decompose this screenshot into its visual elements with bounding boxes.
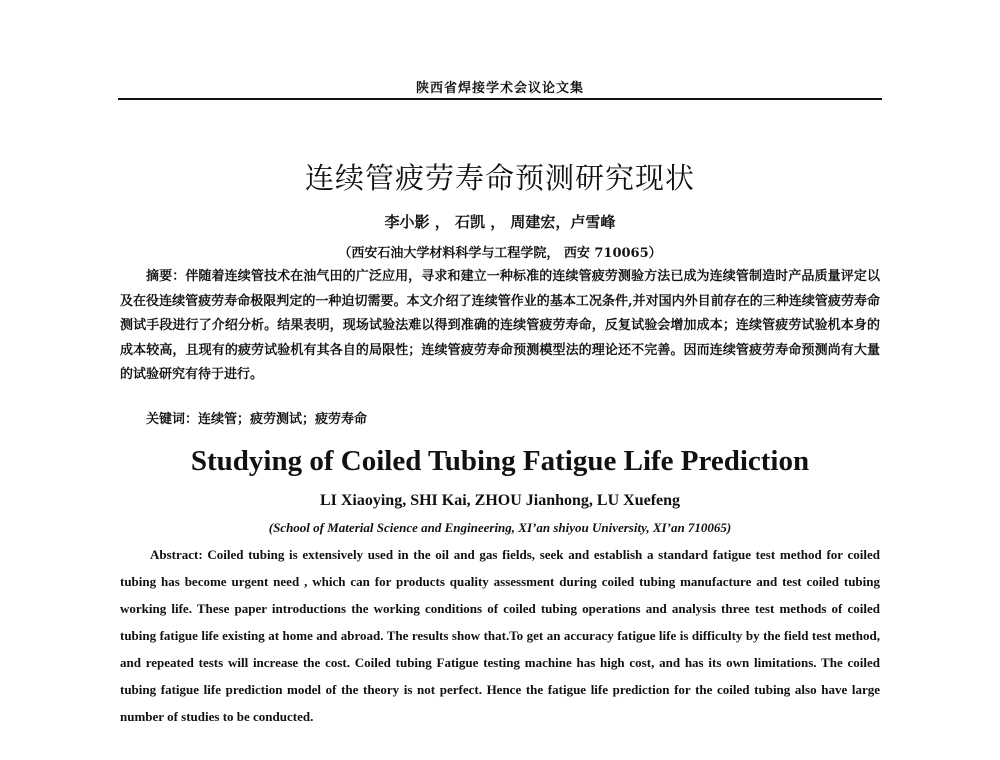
chinese-abstract-text: 伴随着连续管技术在油气田的广泛应用，寻求和建立一种标准的连续管疲劳测验方法已成为连续管制造时产品质量评定以及在役连续管疲劳寿命极限判定的一种迫切需要。本文介绍了连续管作业的基本工况条件,并对国内外目前存在的三种连续管疲劳寿命测试手段进行了介绍分析。结果表明，现场试验法难以得到准确的连续管疲劳寿命，反复试验会增加成本；连续管疲劳试验机本身的成本较高，且现有的疲劳试验机有其各自的局限性；连续管疲劳寿命预测模型法的理论还不完善。因而连续管疲劳寿命预测尚有大量的试验研究有待于进行。 — [120, 269, 880, 382]
chinese-keywords-label: 关键词： — [146, 412, 199, 427]
chinese-abstract — [120, 265, 880, 388]
english-affiliation: (School of Material Science and Engineering, XI’an shiyou University, XI’an 710065) — [268, 520, 732, 535]
chinese-title: 连续管疲劳寿命预测研究现状 — [304, 161, 695, 195]
english-abstract-label: Abstract: — [150, 547, 203, 562]
chinese-keywords-text: 连续管；疲劳测试；疲劳寿命 — [198, 412, 368, 427]
english-abstract-text: Coiled tubing is extensively used in the oil and gas fields, seek and establish a standard fatigue test method for coiled tubing has become urgent need , which can for products quality assessment during coiled tubing manufacture and test coiled tubing working life. These paper introductions the working conditions of coiled tubing operations and analysis three test methods of coiled tubing fatigue life existing at home and abroad. The results show that.To get an accuracy fatigue life is difficulty by the field test method, and repeated tests will increase the cost. Coiled tubing Fatigue testing machine has high cost, and has its own limitations. The coiled tubing fatigue life prediction model of the theory is not perfect. Hence the fatigue life prediction for the coiled tubing also have large number of studies to be conducted. — [120, 547, 880, 724]
chinese-abstract-label: 摘要： — [146, 269, 186, 284]
english-title: Studying of Coiled Tubing Fatigue Life Prediction — [190, 445, 810, 477]
chinese-keywords — [146, 408, 880, 427]
chinese-affiliation: （西安石油大学材料科学与工程学院， 西安 710065） — [338, 246, 662, 261]
chinese-authors: 李小影 ， 石凯 ， 周建宏，卢雪峰 — [384, 213, 616, 231]
english-authors: LI Xiaoying, SHI Kai, ZHOU Jianhong, LU Xuefeng — [319, 492, 681, 509]
header-rule — [118, 98, 882, 100]
english-abstract — [120, 541, 880, 730]
running-header: 陕西省焊接学术会议论文集 — [415, 81, 584, 96]
